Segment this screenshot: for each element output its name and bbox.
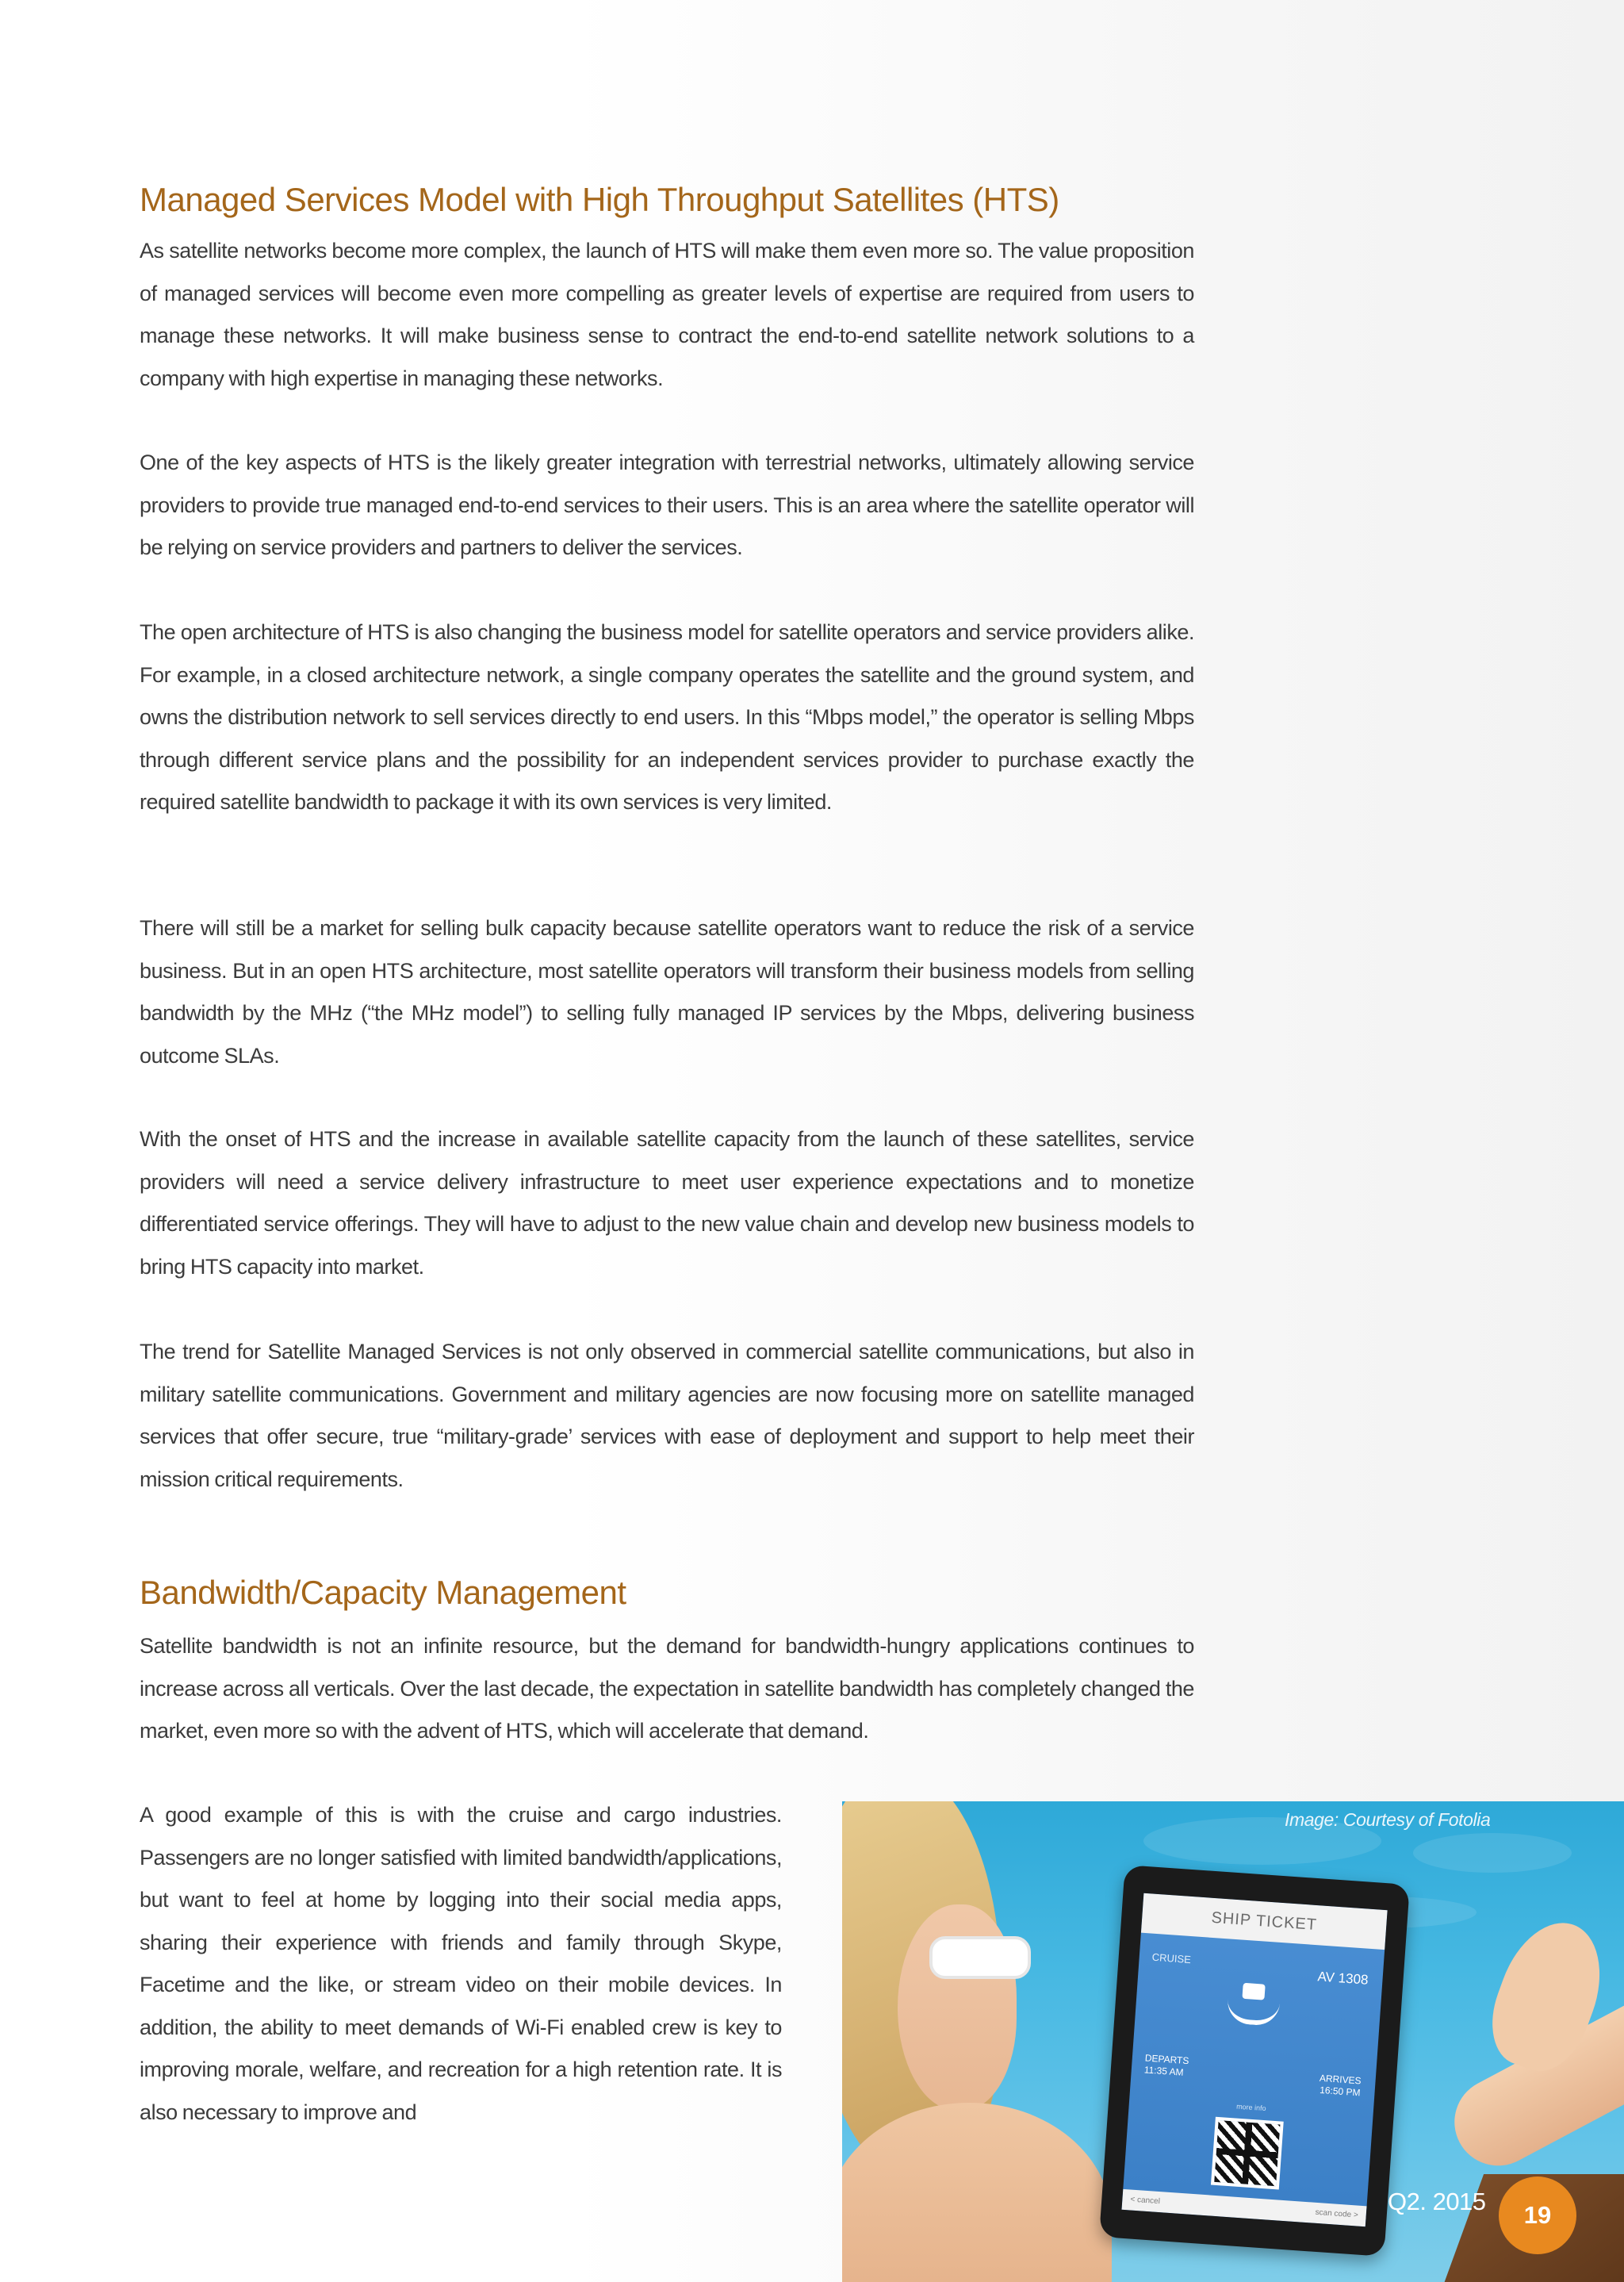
- arrives-time: 16:50 PM: [1319, 2084, 1361, 2099]
- paragraph: As satellite networks become more complex, the launch of HTS will make them even more so. The value proposition of managed services will become even more compelling as greater levels of expertise are required from users to manage these networks. It will make business sense to contract the end-to-end satellite network solutions to a company with high expertise in managing these networks.: [140, 239, 1194, 390]
- face-shape: [898, 1904, 1017, 2111]
- issue-label: Q2. 2015: [1388, 2188, 1486, 2215]
- tablet-device: [1099, 1865, 1410, 2257]
- ticket-bottom-bar: [1121, 2189, 1366, 2226]
- ticket-more-info: more info: [1235, 2102, 1266, 2113]
- ticket-cancel: < cancel: [1130, 2195, 1161, 2207]
- ship-icon: [1226, 1979, 1281, 2027]
- paragraph: With the onset of HTS and the increase in available satellite capacity from the launch of these satellites, service providers will need a service delivery infrastructure to meet user experience expectations and to monetize differentiated service offerings. They will have to adjust to the new value chain and develop new business models to bring HTS capacity into market.: [140, 1127, 1194, 1279]
- departs-time: 11:35 AM: [1143, 2064, 1185, 2078]
- ticket-scan: scan code >: [1315, 2207, 1359, 2220]
- departs-label: DEPARTS: [1144, 2052, 1189, 2067]
- paragraph: One of the key aspects of HTS is the likely greater integration with terrestrial networks, ultimately allowing service providers to provide true managed end-to-end services to their users. This is an area where the satellite operator will be relying on service providers and partners to deliver the services.: [140, 451, 1194, 559]
- ticket-flight-number: AV 1308: [1316, 1969, 1369, 1988]
- image-credit: Image: Courtesy of Fotolia: [1285, 1809, 1491, 1830]
- paragraph: There will still be a market for selling bulk capacity because satellite operators want to reduce the risk of a service business. But in an open HTS architecture, most satellite operators will transform their business models from selling bandwidth by the MHz (“the MHz model”) to selling fully managed IP services by the Mbps, delivering business outcome SLAs.: [140, 916, 1194, 1068]
- section-title-bandwidth: Bandwidth/Capacity Management: [140, 1574, 626, 1611]
- paragraph: The trend for Satellite Managed Services is not only observed in commercial satellite communications, but also in military satellite communications. Government and military agencies are now focusing more on satellite managed services that offer secure, true “military-grade’ services with ease of deployment and support to help meet their mission critical requirements.: [140, 1340, 1194, 1491]
- sunglasses-shape: [929, 1936, 1031, 1979]
- ticket-cruise-label: CRUISE: [1151, 1950, 1192, 1966]
- section-title-managed-services: Managed Services Model with High Throughput Satellites (HTS): [140, 181, 1059, 218]
- paragraph: Satellite bandwidth is not an infinite resource, but the demand for bandwidth-hungry applications continues to increase across all verticals. Over the last decade, the expectation in satellite bandwidth has completely changed the market, even more so with the advent of HTS, which will accelerate that demand.: [140, 1634, 1194, 1743]
- shoulder-shape: [842, 2103, 1112, 2282]
- arrives-label: ARRIVES: [1319, 2072, 1362, 2087]
- ticket-arrives: [1318, 2073, 1362, 2100]
- paragraph: The open architecture of HTS is also changing the business model for satellite operators and service providers alike. For example, in a closed architecture network, a single company operates the satellite and the ground system, and owns the distribution network to sell services directly to end users. In this “Mbps model,” the operator is selling Mbps through different service plans and the possibility for an independent services provider to purchase exactly the required satellite bandwidth to package it with its own services is very limited.: [140, 620, 1194, 814]
- ticket-header: SHIP TICKET: [1141, 1893, 1388, 1950]
- page-number-badge: 19: [1499, 2177, 1576, 2254]
- qr-code-icon: [1211, 2117, 1284, 2190]
- paragraph: A good example of this is with the cruise and cargo industries. Passengers are no longer satisfied with limited bandwidth/applications, but want to feel at home by logging into their social media apps, sharing their experience with friends and family through Skype, Facetime and the like, or stream video on their mobile devices. In addition, the ability to meet demands of Wi-Fi enabled crew is key to improving morale, welfare, and recreation for a high retention rate. It is also necessary to improve and: [140, 1803, 782, 2124]
- ticket-departs: [1143, 2052, 1189, 2079]
- tablet-screen: [1121, 1893, 1387, 2227]
